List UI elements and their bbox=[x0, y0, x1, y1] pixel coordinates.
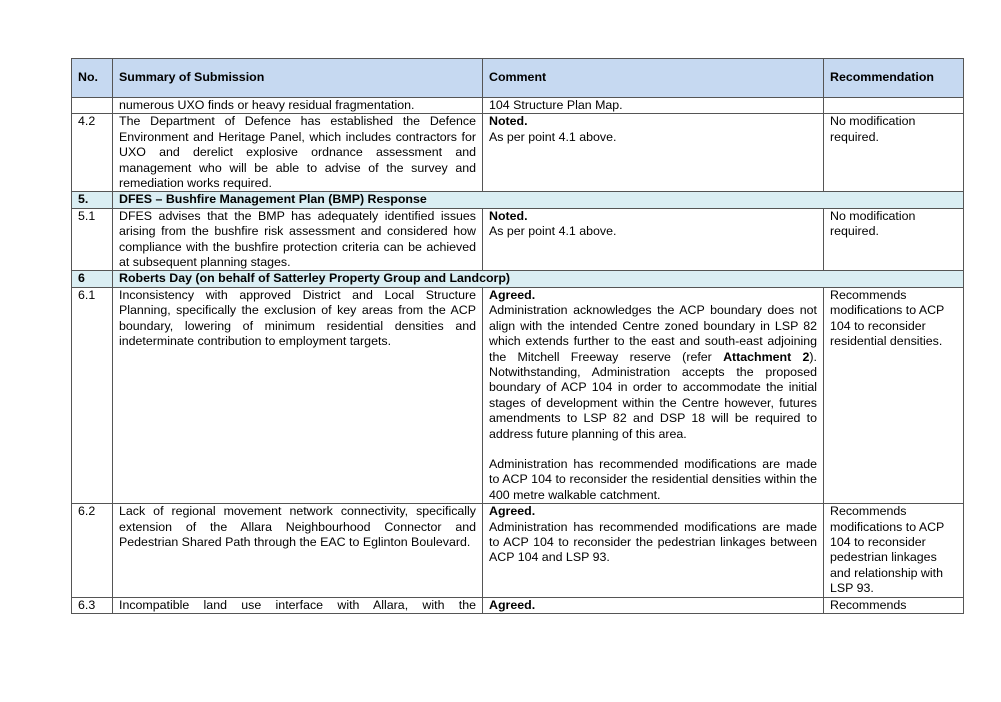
cell-no: 5.1 bbox=[72, 208, 113, 271]
comment-heading: Agreed. bbox=[489, 597, 536, 612]
comment-heading: Noted. bbox=[489, 208, 528, 223]
table-row-6-2 bbox=[72, 504, 964, 597]
cell-comment bbox=[483, 287, 824, 503]
comment-heading: Noted. bbox=[489, 114, 528, 129]
cell-recommendation bbox=[824, 98, 964, 114]
section-no: 6 bbox=[72, 271, 113, 287]
cell-recommendation: Recommends bbox=[824, 597, 964, 613]
comment-paragraph-2: Administration has recommended modifications are made to ACP 104 to reconsider the residential densities within the 400 metre walkable catchment. bbox=[489, 456, 817, 502]
submissions-table bbox=[71, 58, 964, 614]
cell-recommendation: No modification required. bbox=[824, 114, 964, 192]
cell-recommendation: Recommends modifications to ACP 104 to reconsider pedestrian linkages and relationship with LSP 93. bbox=[824, 504, 964, 597]
cell-no: 6.2 bbox=[72, 504, 113, 597]
cell-recommendation: Recommends modifications to ACP 104 to reconsider residential densities. bbox=[824, 287, 964, 503]
cell-summary: Inconsistency with approved District and Local Structure Planning, specifically the exclusion of key areas from the ACP boundary, lowering of minimum residential densities and indeterminate contribution to employment targets. bbox=[113, 287, 483, 503]
comment-heading: Agreed. bbox=[489, 287, 536, 302]
section-title: Roberts Day (on behalf of Satterley Property Group and Landcorp) bbox=[113, 271, 964, 287]
header-summary: Summary of Submission bbox=[113, 59, 483, 98]
paragraph-gap bbox=[489, 442, 817, 457]
cell-recommendation: No modification required. bbox=[824, 208, 964, 271]
comment-text: As per point 4.1 above. bbox=[489, 129, 617, 144]
cell-comment: 104 Structure Plan Map. bbox=[483, 98, 824, 114]
section-no: 5. bbox=[72, 192, 113, 208]
section-title: DFES – Bushfire Management Plan (BMP) Response bbox=[113, 192, 964, 208]
cell-summary: DFES advises that the BMP has adequately identified issues arising from the bushfire risk assessment and considered how compliance with the bushfire protection criteria can be achieved at subsequent planning stages. bbox=[113, 208, 483, 271]
cell-no: 6.1 bbox=[72, 287, 113, 503]
section-row-5 bbox=[72, 192, 964, 208]
comment-text: ). Notwithstanding, Administration accepts the proposed boundary of ACP 104 in order to accommodate the initial stages of development within the Centre however, futures amendments to LSP 82 and DSP 18 will be required to address future planning of this area. bbox=[489, 349, 817, 441]
comment-text: Administration has recommended modifications are made to ACP 104 to reconsider the pedestrian linkages between ACP 104 and LSP 93. bbox=[489, 519, 817, 565]
table-row-6-3 bbox=[72, 597, 964, 613]
table-row-5-1 bbox=[72, 208, 964, 271]
cell-no bbox=[72, 98, 113, 114]
cell-comment bbox=[483, 114, 824, 192]
table-row-6-1 bbox=[72, 287, 964, 503]
cell-summary: Incompatible land use interface with Allara, with the bbox=[113, 597, 483, 613]
comment-heading: Agreed. bbox=[489, 504, 536, 519]
cell-comment bbox=[483, 208, 824, 271]
comment-text: As per point 4.1 above. bbox=[489, 224, 617, 239]
section-row-6 bbox=[72, 271, 964, 287]
comment-paragraph-1 bbox=[489, 303, 817, 442]
cell-comment bbox=[483, 504, 824, 597]
attachment-reference: Attachment 2 bbox=[723, 349, 810, 364]
table-header-row bbox=[72, 59, 964, 98]
cell-summary: The Department of Defence has established the Defence Environment and Heritage Panel, which includes contractors for UXO and derelict explosive ordnance assessment and management who will be able to advise of the survey and remediation works required. bbox=[113, 114, 483, 192]
header-comment: Comment bbox=[483, 59, 824, 98]
cell-no: 6.3 bbox=[72, 597, 113, 613]
table-row-4-2 bbox=[72, 114, 964, 192]
header-no: No. bbox=[72, 59, 113, 98]
comment-text: Administration acknowledges the ACP boundary does not align with the intended Centre zoned boundary in LSP 82 which extends further to the east and south-east adjoining the Mitchell Freeway reserve (refer bbox=[489, 303, 817, 364]
cell-no: 4.2 bbox=[72, 114, 113, 192]
cell-summary: numerous UXO finds or heavy residual fragmentation. bbox=[113, 98, 483, 114]
header-recommendation: Recommendation bbox=[824, 59, 964, 98]
cell-comment bbox=[483, 597, 824, 613]
cell-summary: Lack of regional movement network connectivity, specifically extension of the Allara Neighbourhood Connector and Pedestrian Shared Path through the EAC to Eglinton Boulevard. bbox=[113, 504, 483, 597]
table-row-continued bbox=[72, 98, 964, 114]
